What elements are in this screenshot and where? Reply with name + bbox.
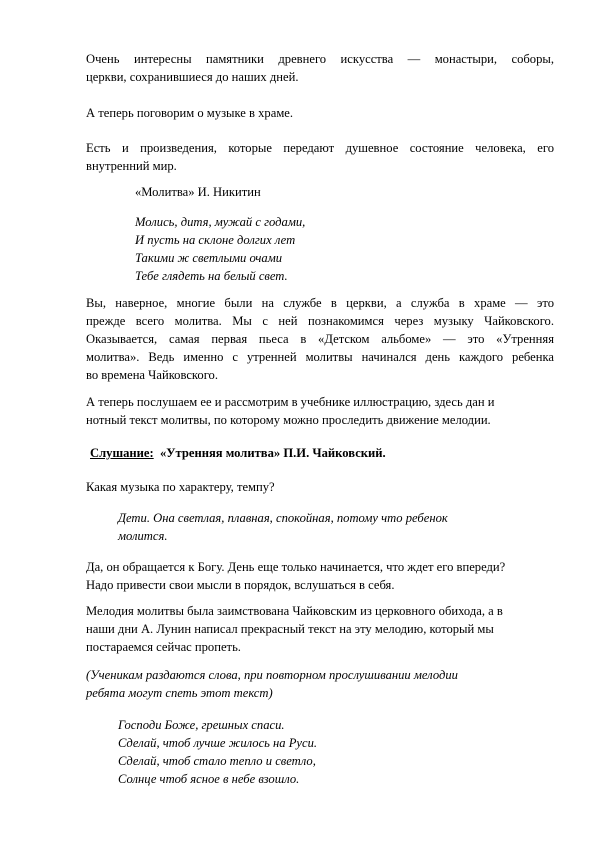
text-line: А теперь поговорим о музыке в храме.: [86, 106, 294, 120]
poem-line: Молись, дитя, мужай с годами,: [135, 215, 306, 229]
poem-line: Сделай, чтоб стало тепло и светло,: [118, 754, 316, 768]
text-line: ребята могут спеть этот текст): [86, 686, 273, 700]
question: [86, 478, 554, 496]
text-line: Какая музыка по характеру, темпу?: [86, 480, 275, 494]
paragraph-music-in-temple: [86, 104, 554, 122]
text-line: молитва». Ведь именно с утренней молитвы начинался день каждого ребенка: [86, 350, 554, 364]
text-line: Есть и произведения, которые передают душевное состояние человека, его: [86, 141, 554, 155]
listening-heading: [90, 444, 558, 462]
poem-line: Солнце чтоб ясное в небе взошло.: [118, 772, 300, 786]
poem-line: Господи Боже, грешных спаси.: [118, 718, 285, 732]
children-answer: [118, 509, 528, 545]
poem-nikitin: [135, 213, 515, 285]
poem-line: Тебе глядеть на белый свет.: [135, 269, 288, 283]
text-line: Дети. Она светлая, плавная, спокойная, потому что ребенок: [118, 511, 448, 525]
text-line: церкви, сохранившиеся до наших дней.: [86, 70, 299, 84]
paragraph-monuments: [86, 50, 554, 86]
text-line: А теперь послушаем ее и рассмотрим в учебнике иллюстрацию, здесь дан и: [86, 395, 495, 409]
text-line: Оказывается, самая первая пьеса в «Детском альбоме» — это «Утренняя: [86, 332, 554, 346]
text-line: Вы, наверное, многие были на службе в церкви, а служба в храме — это: [86, 296, 554, 310]
text-line: Мелодия молитвы была заимствована Чайковским из церковного обихода, а в: [86, 604, 503, 618]
text-line: наши дни А. Лунин написал прекрасный текст на эту мелодию, который мы: [86, 622, 494, 636]
poem-line: И пусть на склоне долгих лет: [135, 233, 296, 247]
paragraph-listen: [86, 393, 554, 429]
paragraph-melody: [86, 602, 554, 656]
listening-title: «Утренняя молитва» П.И. Чайковский.: [159, 446, 386, 460]
text-line: нотный текст молитвы, по которому можно проследить движение мелодии.: [86, 413, 491, 427]
paragraph-works: [86, 139, 554, 175]
poem-lunin: [118, 716, 518, 788]
paragraph-god: [86, 558, 554, 594]
poem-title-text: «Молитва» И. Никитин: [135, 185, 261, 199]
text-line: молится.: [118, 529, 168, 543]
text-line: (Ученикам раздаются слова, при повторном прослушивании мелодии: [86, 668, 458, 682]
text-line: Да, он обращается к Богу. День еще только начинается, что ждет его впереди?: [86, 560, 506, 574]
text-line: во времена Чайковского.: [86, 368, 218, 382]
listening-label: Слушание:: [90, 446, 154, 460]
poem-line: Такими ж светлыми очами: [135, 251, 283, 265]
text-line: внутренний мир.: [86, 159, 177, 173]
paragraph-prayer: [86, 294, 554, 384]
text-line: Очень интересны памятники древнего искусства — монастыри, соборы,: [86, 52, 554, 66]
stage-note: [86, 666, 554, 702]
poem-line: Сделай, чтоб лучше жилось на Руси.: [118, 736, 318, 750]
text-line: Надо привести свои мысли в порядок, вслушаться в себя.: [86, 578, 395, 592]
text-line: прежде всего молитва. Мы с ней познакомимся через музыку Чайковского.: [86, 314, 554, 328]
text-line: постараемся сейчас пропеть.: [86, 640, 241, 654]
poem-title: [135, 183, 515, 201]
